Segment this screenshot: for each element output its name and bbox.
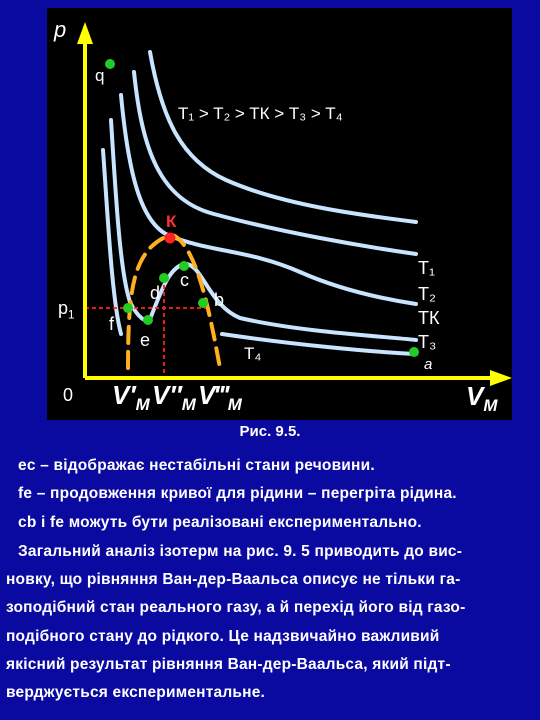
isotherm-t2-label: T₂ xyxy=(418,284,436,304)
p1-label xyxy=(58,298,75,322)
critical-point-label: К xyxy=(166,212,177,231)
isotherm-t4-label: T₄ xyxy=(244,344,262,363)
volume-tick-v2 xyxy=(152,380,196,415)
p1-sub: 1 xyxy=(68,308,75,322)
text-line-9: верджується експериментальне. xyxy=(6,684,266,701)
point-q xyxy=(105,59,115,69)
volume-tick-v1 xyxy=(112,380,150,415)
volume-tick-v2-sub: M xyxy=(181,395,196,415)
text-line-5: новку, що рівняння Ван-дер-Ваальса описує не тільки га- xyxy=(6,571,461,588)
axis-x-label xyxy=(466,381,497,416)
p1-main: p xyxy=(58,298,69,318)
volume-tick-v1-sub: M xyxy=(135,395,150,415)
text-line-3: cb і fe можуть бути реалізовані експериментально. xyxy=(18,514,422,531)
figure-caption: Рис. 9.5. xyxy=(239,423,301,440)
text-line-1: ec – відображає нестабільні стани речовини. xyxy=(18,457,375,474)
point-q-label: q xyxy=(95,66,105,85)
volume-tick-v2-main: V″ xyxy=(152,380,182,410)
volume-tick-v3-main: V‴ xyxy=(198,380,228,410)
axis-x-sub: M xyxy=(483,396,498,416)
text-line-7: подібного стану до рідкого. Це надзвичайно важливий xyxy=(6,628,440,645)
axis-x-main: V xyxy=(466,381,484,411)
critical-point-k xyxy=(165,233,176,244)
temperature-order-label: T₁ > T₂ > TК > T₃ > T₄ xyxy=(178,104,343,123)
volume-tick-v1-main: V′ xyxy=(112,380,136,410)
point-a-label: a xyxy=(424,356,433,373)
point-e-label: e xyxy=(140,330,151,350)
origin-label: 0 xyxy=(63,385,74,405)
volume-tick-v3-sub: M xyxy=(227,395,242,415)
volume-tick-v3 xyxy=(198,380,242,415)
text-line-8: якісний результат рівняння Ван-дер-Ваальса, який підт- xyxy=(6,656,451,673)
point-f xyxy=(123,303,133,313)
isotherm-t1-label: T₁ xyxy=(418,258,436,278)
text-line-4: Загальний аналіз ізотерм на рис. 9. 5 приводить до вис- xyxy=(18,543,463,560)
point-e xyxy=(143,315,153,325)
point-d xyxy=(159,273,169,283)
isotherm-tk-label: TК xyxy=(418,308,440,328)
point-c-label: c xyxy=(180,270,189,290)
text-line-6: зоподібний стан реального газу, а й перехід його від газо- xyxy=(6,599,466,616)
point-b xyxy=(198,298,208,308)
point-d-label: d xyxy=(150,283,161,303)
text-line-2: fe – продовження кривої для рідини – перегріта рідина. xyxy=(18,485,457,502)
isotherm-t3-label: T₃ xyxy=(418,332,437,352)
point-b-label: b xyxy=(214,290,225,310)
point-f-label: f xyxy=(109,314,115,334)
axis-y-label: p xyxy=(54,17,67,42)
